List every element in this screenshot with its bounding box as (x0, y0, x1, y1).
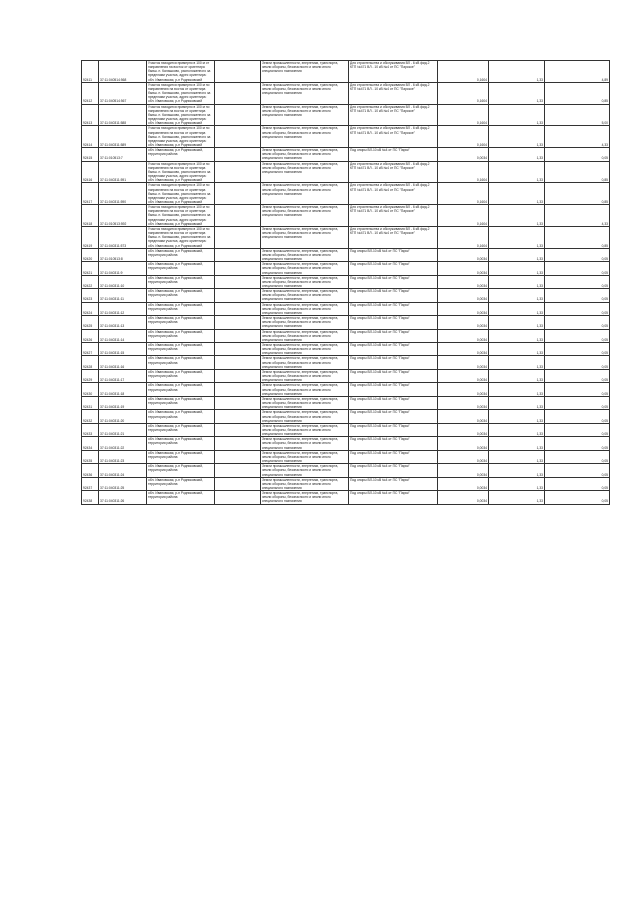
cell-permitted-use: Для строительства и обслуживания ВЛ - 6 кВ фид.2 КТП №471 ВЛ - 10 кВ №4 от ПС "Парское" (349, 205, 438, 227)
cell-location: Участок находится примерно в 100 м от направления на восток от ориентира бывш. п. Калашково, расположенного за пределами участка, адрес ориентира: обл. Ивановская, р-н Родниковский (147, 61, 215, 83)
cell-row-number: 92420 (82, 248, 99, 261)
cell-area: 0,1604 (438, 205, 489, 227)
cell-cadastral-number: 37:11:040311:9 (99, 262, 147, 275)
cell-location: Участок находится примерно в 100 м по направлению на восток от ориентира бывш. п. Калашково, расположенного за пределами участка, адрес ориентира: обл. Ивановская, р-н Родниковский (147, 104, 215, 126)
cell-row-number: 92433 (82, 423, 99, 436)
cell-rate: 1,33 (489, 275, 545, 288)
cell-cadastral-number: 37:11:040311:19 (99, 396, 147, 409)
cell-rate: 1,33 (489, 104, 545, 126)
cell-sum: 0,85 (545, 226, 610, 248)
cell-permitted-use: Под опоры ВЛ-10 кВ №4 от ПС "Парск" (349, 148, 438, 161)
cell-sum: 0,05 (545, 316, 610, 329)
cell-cadastral-number: 37:11:040311:21 (99, 423, 147, 436)
cell-row-number: 92411 (82, 61, 99, 83)
cell-cadastral-number: 37:11:040514:568 (99, 61, 147, 83)
cell-sum: 0,05 (545, 410, 610, 423)
cell-location: Участок находится примерно в 100 м по направлению на восток от ориентира бывш. п. Калашково, расположенного за пределами участка, адрес ориентира: обл. Ивановская, р-н Родниковский (147, 183, 215, 205)
cell-cadastral-number: 37:11:010513:592 (99, 205, 147, 227)
cell-permitted-use: Под опоры ВЛ-10 кВ №4 от ПС "Парск" (349, 248, 438, 261)
cell-sum: 0,05 (545, 262, 610, 275)
cell-rate: 1,33 (489, 262, 545, 275)
cell-land-category: Земли промышленности, энергетики, транспорта, земли обороны, безопасности и земли иного специального назначения (261, 343, 349, 356)
table-row (82, 289, 610, 302)
cell-area: 0,1604 (438, 183, 489, 205)
cell-rate: 1,33 (489, 289, 545, 302)
cell-area: 0,0034 (438, 423, 489, 436)
table-row (82, 316, 610, 329)
cell-land-category: Земли промышленности, энергетики, транспорта, земли обороны, безопасности и земли иного специального назначения (261, 183, 349, 205)
cell-cadastral-number: 37:11:040311:23 (99, 450, 147, 463)
cell-row-number: 92413 (82, 104, 99, 126)
cell-location: обл. Ивановская, р-н Родниковский, территория района (147, 491, 215, 504)
cell-row-number: 92435 (82, 450, 99, 463)
cell-rate: 1,33 (489, 205, 545, 227)
cell-location: Участок находится примерно в 100 м по направлению на восток от ориентира бывш. п. Калашково, расположенного за пределами участка, адрес ориентира: обл. Ивановская, р-н Родниковский (147, 161, 215, 183)
cell-land-category: Земли промышленности, энергетики, транспорта, земли обороны, безопасности и земли иного специального назначения (261, 396, 349, 409)
cell-permitted-use: Под опоры ВЛ-10 кВ №4 от ПС "Парск" (349, 289, 438, 302)
cell-rate: 1,33 (489, 248, 545, 261)
cell-rate: 1,33 (489, 343, 545, 356)
cell-blank-2 (215, 477, 261, 490)
cell-location: Участок находится примерно в 100 м по направлению на восток от ориентира бывш. п. Калашково, расположенного за пределами участка, адрес ориентира: обл. Ивановская, р-н Родниковский (147, 205, 215, 227)
cell-cadastral-number: 37:11:040514:567 (99, 82, 147, 104)
cell-area: 0,0034 (438, 450, 489, 463)
cell-row-number: 92426 (82, 329, 99, 342)
cell-blank-2 (215, 369, 261, 382)
cell-sum: 5,00 (545, 104, 610, 126)
cell-permitted-use: Под опоры ВЛ-10 кВ №4 от ПС "Парск" (349, 477, 438, 490)
cell-blank-2 (215, 450, 261, 463)
cell-area: 0,0034 (438, 437, 489, 450)
cell-rate: 1,33 (489, 302, 545, 315)
cell-area: 0,0034 (438, 329, 489, 342)
cell-permitted-use: Под опоры ВЛ-10 кВ №4 от ПС "Парск" (349, 262, 438, 275)
cell-location: обл. Ивановская, р-н Родниковский, территория района (147, 148, 215, 161)
cell-rate: 1,33 (489, 183, 545, 205)
table-row (82, 61, 610, 83)
cell-blank-2 (215, 356, 261, 369)
cell-location: обл. Ивановская, р-н Родниковский, территория района (147, 450, 215, 463)
cell-row-number: 92414 (82, 126, 99, 148)
cell-land-category: Земли промышленности, энергетики, транспорта, земли обороны, безопасности и земли иного специального назначения (261, 248, 349, 261)
cell-row-number: 92434 (82, 437, 99, 450)
table-row (82, 356, 610, 369)
cell-permitted-use: Под опоры ВЛ-10 кВ №4 от ПС "Парск" (349, 437, 438, 450)
cell-land-category: Земли промышленности, энергетики, транспорта, земли обороны, безопасности и земли иного специального назначения (261, 356, 349, 369)
cell-location: обл. Ивановская, р-н Родниковский, территория района (147, 396, 215, 409)
cell-permitted-use: Под опоры ВЛ-10 кВ №4 от ПС "Парск" (349, 383, 438, 396)
cell-row-number: 92425 (82, 316, 99, 329)
cell-land-category: Земли промышленности, энергетики, транспорта, земли обороны, безопасности и земли иного специального назначения (261, 161, 349, 183)
cell-sum: 0,05 (545, 477, 610, 490)
cell-area: 0,0034 (438, 343, 489, 356)
cell-location: обл. Ивановская, р-н Родниковский, территория района (147, 410, 215, 423)
cell-row-number: 92417 (82, 183, 99, 205)
cell-cadastral-number: 37:11:040311:24 (99, 464, 147, 477)
cell-location: обл. Ивановская, р-н Родниковский, территория района (147, 369, 215, 382)
land-plots-table (81, 60, 610, 505)
table-row (82, 82, 610, 104)
table-row (82, 383, 610, 396)
cell-land-category: Земли промышленности, энергетики, транспорта, земли обороны, безопасности и земли иного специального назначения (261, 126, 349, 148)
cell-row-number: 92419 (82, 226, 99, 248)
cell-location: обл. Ивановская, р-н Родниковский, территория района (147, 383, 215, 396)
cell-rate: 1,33 (489, 126, 545, 148)
cell-area: 0,0034 (438, 356, 489, 369)
cell-location: обл. Ивановская, р-н Родниковский, территория района (147, 316, 215, 329)
table-row (82, 302, 610, 315)
cell-blank-2 (215, 423, 261, 436)
cell-permitted-use: Для строительства и обслуживания ВЛ - 6 кВ фид.2 КТП №471 ВЛ - 10 кВ №4 от ПС "Парское" (349, 82, 438, 104)
cell-sum: 0,05 (545, 148, 610, 161)
table-row (82, 183, 610, 205)
cell-permitted-use: Под опоры ВЛ-10 кВ №4 от ПС "Парск" (349, 369, 438, 382)
cell-location: обл. Ивановская, р-н Родниковский, территория района (147, 356, 215, 369)
table-row (82, 491, 610, 504)
cell-rate: 1,33 (489, 61, 545, 83)
cell-cadastral-number: 37:11:040311:588 (99, 104, 147, 126)
cell-location: обл. Ивановская, р-н Родниковский, территория района (147, 275, 215, 288)
cell-row-number: 92412 (82, 82, 99, 104)
cell-blank-2 (215, 226, 261, 248)
cell-sum: 0,05 (545, 423, 610, 436)
cell-cadastral-number: 37:11:040311:573 (99, 226, 147, 248)
cell-area: 0,1604 (438, 126, 489, 148)
cell-area: 0,1604 (438, 226, 489, 248)
cell-row-number: 92418 (82, 205, 99, 227)
cell-sum: 0,05 (545, 356, 610, 369)
cell-sum: 0,05 (545, 491, 610, 504)
cell-permitted-use: Под опоры ВЛ-10 кВ №4 от ПС "Парск" (349, 491, 438, 504)
cell-blank-2 (215, 396, 261, 409)
cell-sum: 0,05 (545, 396, 610, 409)
cell-rate: 1,33 (489, 437, 545, 450)
cell-area: 0,1604 (438, 104, 489, 126)
cell-blank-2 (215, 104, 261, 126)
cell-permitted-use: Под опоры ВЛ-10 кВ №4 от ПС "Парск" (349, 423, 438, 436)
cell-rate: 1,33 (489, 383, 545, 396)
cell-location: обл. Ивановская, р-н Родниковский, территория района (147, 302, 215, 315)
cell-row-number: 92415 (82, 148, 99, 161)
cell-land-category: Земли промышленности, энергетики, транспорта, земли обороны, безопасности и земли иного специального назначения (261, 477, 349, 490)
cell-area: 0,0034 (438, 410, 489, 423)
table-row (82, 262, 610, 275)
cell-permitted-use: Для строительства и обслуживания ВЛ - 6 кВ фид.2 КТП №471 ВЛ - 10 кВ №4 от ПС "Парское" (349, 61, 438, 83)
cell-sum: 4,89 (545, 61, 610, 83)
cell-location: Участок находится примерно в 100 м по направлению на восток от ориентира бывш. п. Калашково, расположенного за пределами участка, адрес ориентира: обл. Ивановская, р-н Родниковский (147, 126, 215, 148)
cell-area: 0,0034 (438, 148, 489, 161)
cell-area: 0,1604 (438, 61, 489, 83)
cell-area: 0,0034 (438, 302, 489, 315)
cell-land-category: Земли промышленности, энергетики, транспорта, земли обороны, безопасности и земли иного специального назначения (261, 464, 349, 477)
cell-row-number: 92427 (82, 343, 99, 356)
cell-land-category: Земли промышленности, энергетики, транспорта, земли обороны, безопасности и земли иного специального назначения (261, 61, 349, 83)
cell-sum: 0,05 (545, 289, 610, 302)
cell-sum: 0,05 (545, 275, 610, 288)
cell-blank-2 (215, 262, 261, 275)
cell-cadastral-number: 37:11:040311:22 (99, 437, 147, 450)
cell-row-number: 92430 (82, 383, 99, 396)
cell-blank-2 (215, 205, 261, 227)
cell-permitted-use: Для строительства и обслуживания ВЛ - 6 кВ фид.2 КТП №471 ВЛ - 10 кВ №4 от ПС "Парское" (349, 226, 438, 248)
cell-land-category: Земли промышленности, энергетики, транспорта, земли обороны, безопасности и земли иного специального назначения (261, 275, 349, 288)
cell-permitted-use: Под опоры ВЛ-10 кВ №4 от ПС "Парск" (349, 410, 438, 423)
cell-rate: 1,33 (489, 369, 545, 382)
cell-area: 0,0034 (438, 262, 489, 275)
cell-blank-2 (215, 161, 261, 183)
cell-land-category: Земли промышленности, энергетики, транспорта, земли обороны, безопасности и земли иного специального назначения (261, 383, 349, 396)
table-body (82, 61, 610, 505)
cell-rate: 1,33 (489, 329, 545, 342)
cell-land-category: Земли промышленности, энергетики, транспорта, земли обороны, безопасности и земли иного специального назначения (261, 437, 349, 450)
cell-permitted-use: Для строительства и обслуживания ВЛ - 6 кВ фид.2 КТП №471 ВЛ - 10 кВ №4 от ПС "Парское" (349, 104, 438, 126)
cell-land-category: Земли промышленности, энергетики, транспорта, земли обороны, безопасности и земли иного специального назначения (261, 148, 349, 161)
cell-blank-2 (215, 329, 261, 342)
cell-sum: 0,05 (545, 437, 610, 450)
cell-rate: 1,33 (489, 491, 545, 504)
cell-blank-2 (215, 343, 261, 356)
cell-location: обл. Ивановская, р-н Родниковский, территория района (147, 343, 215, 356)
cell-rate: 1,33 (489, 148, 545, 161)
cell-area: 0,0034 (438, 491, 489, 504)
cell-rate: 1,33 (489, 226, 545, 248)
cell-cadastral-number: 37:11:040311:16 (99, 356, 147, 369)
cell-permitted-use: Под опоры ВЛ-10 кВ №4 от ПС "Парск" (349, 450, 438, 463)
cell-location: обл. Ивановская, р-н Родниковский, территория района (147, 289, 215, 302)
cell-sum: 0,85 (545, 183, 610, 205)
cell-row-number: 92424 (82, 302, 99, 315)
cell-row-number: 92416 (82, 161, 99, 183)
cell-area: 0,1604 (438, 161, 489, 183)
cell-area: 0,1604 (438, 82, 489, 104)
cell-sum: 0,05 (545, 369, 610, 382)
cell-area: 0,0034 (438, 396, 489, 409)
table-row (82, 126, 610, 148)
cell-area: 0,0034 (438, 248, 489, 261)
table-row (82, 410, 610, 423)
cell-permitted-use: Под опоры ВЛ-10 кВ №4 от ПС "Парск" (349, 275, 438, 288)
table-row (82, 343, 610, 356)
cell-cadastral-number: 37:11:040311:18 (99, 383, 147, 396)
cell-permitted-use: Для строительства и обслуживания ВЛ - 6 кВ фид.2 КТП №471 ВЛ - 10 кВ №4 от ПС "Парское" (349, 126, 438, 148)
cell-land-category: Земли промышленности, энергетики, транспорта, земли обороны, безопасности и земли иного специального назначения (261, 316, 349, 329)
cell-cadastral-number: 37:11:040311:590 (99, 183, 147, 205)
cell-permitted-use: Под опоры ВЛ-10 кВ №4 от ПС "Парск" (349, 302, 438, 315)
cell-rate: 1,33 (489, 410, 545, 423)
cell-cadastral-number: 37:11:040311:589 (99, 126, 147, 148)
cell-sum: 0,05 (545, 343, 610, 356)
table-row (82, 464, 610, 477)
table-row (82, 226, 610, 248)
cell-permitted-use: Для строительства и обслуживания ВЛ - 6 кВ фид.2 КТП №471 ВЛ - 10 кВ №4 от ПС "Парское" (349, 183, 438, 205)
cell-land-category: Земли промышленности, энергетики, транспорта, земли обороны, безопасности и земли иного специального назначения (261, 491, 349, 504)
cell-permitted-use: Для строительства и обслуживания ВЛ - 6 кВ фид.2 КТП №471 ВЛ - 10 кВ №4 от ПС "Парское" (349, 161, 438, 183)
cell-blank-2 (215, 148, 261, 161)
cell-row-number: 92436 (82, 464, 99, 477)
cell-cadastral-number: 37:11:040311:17 (99, 369, 147, 382)
cell-blank-2 (215, 302, 261, 315)
cell-sum: 4,33 (545, 126, 610, 148)
table-row (82, 369, 610, 382)
cell-blank-2 (215, 316, 261, 329)
cell-land-category: Земли промышленности, энергетики, транспорта, земли обороны, безопасности и земли иного специального назначения (261, 226, 349, 248)
cell-sum: 0,85 (545, 82, 610, 104)
cell-sum: 0,05 (545, 383, 610, 396)
cell-row-number: 92432 (82, 410, 99, 423)
cell-location: обл. Ивановская, р-н Родниковский, территория района (147, 262, 215, 275)
cell-blank-2 (215, 61, 261, 83)
cell-rate: 1,33 (489, 423, 545, 436)
cell-permitted-use: Под опоры ВЛ-10 кВ №4 от ПС "Парск" (349, 329, 438, 342)
cell-rate: 1,33 (489, 316, 545, 329)
table-row (82, 248, 610, 261)
cell-cadastral-number: 37:11:040311:14 (99, 329, 147, 342)
table-row (82, 148, 610, 161)
table-row (82, 329, 610, 342)
cell-area: 0,0034 (438, 383, 489, 396)
cell-blank-2 (215, 491, 261, 504)
table-row (82, 477, 610, 490)
cell-cadastral-number: 37:11:040311:25 (99, 477, 147, 490)
cell-land-category: Земли промышленности, энергетики, транспорта, земли обороны, безопасности и земли иного специального назначения (261, 423, 349, 436)
cell-sum: 0,05 (545, 329, 610, 342)
cell-cadastral-number: 37:11:040311:10 (99, 275, 147, 288)
cell-rate: 1,33 (489, 477, 545, 490)
cell-row-number: 92431 (82, 396, 99, 409)
cell-land-category: Земли промышленности, энергетики, транспорта, земли обороны, безопасности и земли иного специального назначения (261, 410, 349, 423)
cell-blank-2 (215, 248, 261, 261)
cell-location: Участок находится примерно в 100 м по направлению на восток от ориентира бывш. п. Калашково, расположенного за пределами участка, адрес ориентира: обл. Ивановская, р-н Родниковский (147, 226, 215, 248)
table-row (82, 161, 610, 183)
cell-location: обл. Ивановская, р-н Родниковский, территория района (147, 464, 215, 477)
cell-land-category: Земли промышленности, энергетики, транспорта, земли обороны, безопасности и земли иного специального назначения (261, 262, 349, 275)
cell-cadastral-number: 37:11:040311:13 (99, 316, 147, 329)
cell-row-number: 92423 (82, 289, 99, 302)
table-row (82, 205, 610, 227)
cell-row-number: 92429 (82, 369, 99, 382)
cell-land-category: Земли промышленности, энергетики, транспорта, земли обороны, безопасности и земли иного специального назначения (261, 289, 349, 302)
cell-rate: 1,33 (489, 464, 545, 477)
cell-location: обл. Ивановская, р-н Родниковский, территория района (147, 423, 215, 436)
cell-location: обл. Ивановская, р-н Родниковский, территория района (147, 477, 215, 490)
cell-row-number: 92422 (82, 275, 99, 288)
cell-location: обл. Ивановская, р-н Родниковский, территория района (147, 329, 215, 342)
cell-row-number: 92421 (82, 262, 99, 275)
cell-sum: 0,05 (545, 248, 610, 261)
cell-blank-2 (215, 289, 261, 302)
cell-area: 0,0034 (438, 316, 489, 329)
cell-rate: 1,33 (489, 396, 545, 409)
cell-blank-2 (215, 183, 261, 205)
cell-cadastral-number: 37:11:040311:12 (99, 302, 147, 315)
cell-cadastral-number: 37:11:040311:26 (99, 491, 147, 504)
cell-sum: 0,05 (545, 450, 610, 463)
cell-cadastral-number: 37:11:040311:20 (99, 410, 147, 423)
cell-blank-2 (215, 410, 261, 423)
cell-area: 0,0034 (438, 477, 489, 490)
document-sheet (81, 60, 609, 505)
cell-rate: 1,33 (489, 161, 545, 183)
cell-area: 0,0034 (438, 369, 489, 382)
cell-blank-2 (215, 275, 261, 288)
cell-cadastral-number: 37:11:040311:591 (99, 161, 147, 183)
cell-land-category: Земли промышленности, энергетики, транспорта, земли обороны, безопасности и земли иного специального назначения (261, 82, 349, 104)
cell-land-category: Земли промышленности, энергетики, транспорта, земли обороны, безопасности и земли иного специального назначения (261, 205, 349, 227)
cell-area: 0,0034 (438, 289, 489, 302)
cell-row-number: 92437 (82, 477, 99, 490)
cell-permitted-use: Под опоры ВЛ-10 кВ №4 от ПС "Парск" (349, 356, 438, 369)
table-row (82, 423, 610, 436)
cell-permitted-use: Под опоры ВЛ-10 кВ №4 от ПС "Парск" (349, 396, 438, 409)
cell-location: Участок находится примерно в 100 м по направлению на восток от ориентира бывш. п. Калашково, расположенного за пределами участка, адрес ориентира: обл. Ивановская, р-н Родниковский (147, 82, 215, 104)
cell-land-category: Земли промышленности, энергетики, транспорта, земли обороны, безопасности и земли иного специального назначения (261, 369, 349, 382)
cell-area: 0,0034 (438, 464, 489, 477)
table-row (82, 450, 610, 463)
cell-permitted-use: Под опоры ВЛ-10 кВ №4 от ПС "Парск" (349, 343, 438, 356)
cell-permitted-use: Под опоры ВЛ-10 кВ №4 от ПС "Парск" (349, 464, 438, 477)
cell-blank-2 (215, 126, 261, 148)
table-row (82, 104, 610, 126)
cell-blank-2 (215, 437, 261, 450)
cell-sum: 4,33 (545, 205, 610, 227)
cell-rate: 1,33 (489, 356, 545, 369)
cell-land-category: Земли промышленности, энергетики, транспорта, земли обороны, безопасности и земли иного специального назначения (261, 302, 349, 315)
cell-row-number: 92438 (82, 491, 99, 504)
cell-blank-2 (215, 82, 261, 104)
cell-land-category: Земли промышленности, энергетики, транспорта, земли обороны, безопасности и земли иного специального назначения (261, 450, 349, 463)
cell-rate: 1,33 (489, 82, 545, 104)
cell-cadastral-number: 37:11:010513:7 (99, 148, 147, 161)
cell-row-number: 92428 (82, 356, 99, 369)
cell-blank-2 (215, 383, 261, 396)
cell-area: 0,0034 (438, 275, 489, 288)
cell-cadastral-number: 37:11:010513:8 (99, 248, 147, 261)
table-row (82, 437, 610, 450)
cell-cadastral-number: 37:11:040311:11 (99, 289, 147, 302)
cell-rate: 1,33 (489, 450, 545, 463)
cell-sum: 0,05 (545, 464, 610, 477)
cell-location: обл. Ивановская, р-н Родниковский, территория района (147, 248, 215, 261)
cell-permitted-use: Под опоры ВЛ-10 кВ №4 от ПС "Парск" (349, 316, 438, 329)
table-row (82, 396, 610, 409)
cell-sum: 0,85 (545, 161, 610, 183)
table-row (82, 275, 610, 288)
cell-cadastral-number: 37:11:040311:15 (99, 343, 147, 356)
cell-blank-2 (215, 464, 261, 477)
cell-location: обл. Ивановская, р-н Родниковский, территория района (147, 437, 215, 450)
cell-land-category: Земли промышленности, энергетики, транспорта, земли обороны, безопасности и земли иного специального назначения (261, 329, 349, 342)
cell-land-category: Земли промышленности, энергетики, транспорта, земли обороны, безопасности и земли иного специального назначения (261, 104, 349, 126)
cell-sum: 0,05 (545, 302, 610, 315)
